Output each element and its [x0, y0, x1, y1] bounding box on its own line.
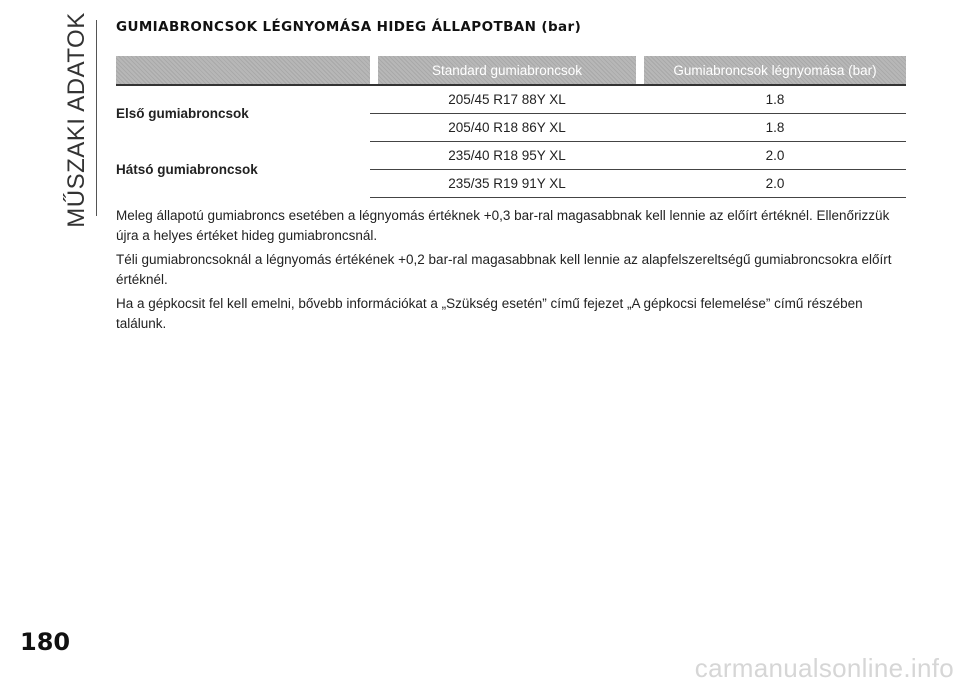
section-side-title-text: MŰSZAKI ADATOK — [63, 12, 90, 228]
row-label-front: Első gumiabroncsok — [116, 106, 249, 122]
table-header-row — [116, 56, 906, 85]
note-paragraph-lifting: Ha a gépkocsit fel kell emelni, bővebb információkat a „Szükség esetén” című fejezet „A gépkocsi felemelése” című részében találunk. — [116, 296, 863, 331]
notes — [116, 206, 906, 334]
pressure-cell: 1.8 — [644, 114, 906, 142]
page-number: 180 — [20, 628, 71, 656]
section-side-title — [60, 12, 94, 228]
watermark: carmanualsonline.info — [694, 653, 954, 683]
pressure-cell: 2.0 — [644, 142, 906, 170]
table-row — [116, 142, 906, 170]
row-label-rear: Hátsó gumiabroncsok — [116, 162, 258, 177]
pressure-cell: 1.8 — [644, 85, 906, 114]
table-header-blank — [116, 56, 370, 85]
page-content — [116, 16, 906, 338]
tire-size-cell: 235/35 R19 91Y XL — [378, 170, 636, 198]
pressure-cell: 2.0 — [644, 170, 906, 198]
table-row — [116, 85, 906, 114]
tire-pressure-table — [116, 56, 906, 198]
note-paragraph-winter-tires: Téli gumiabroncsoknál a légnyomás értékének +0,2 bar-ral magasabbnak kell lennie az alapfelszereltségű gumiabroncsokra előírt értéknél. — [116, 252, 892, 287]
table-header-pressure: Gumiabroncsok légnyomása (bar) — [644, 56, 906, 85]
tire-size-cell: 205/40 R18 86Y XL — [378, 114, 636, 142]
side-divider — [96, 20, 97, 216]
tire-size-cell: 235/40 R18 95Y XL — [378, 142, 636, 170]
page-heading: GUMIABRONCSOK LÉGNYOMÁSA HIDEG ÁLLAPOTBAN (bar) — [116, 19, 582, 35]
note-paragraph-warm-tires: Meleg állapotú gumiabroncs esetében a légnyomás értéknek +0,3 bar-ral magasabbnak kell lennie az előírt értéknél. Ellenőrizzük újra a helyes értéket hideg gumiabroncsnál. — [116, 208, 890, 243]
table-header-standard-tires: Standard gumiabroncsok — [378, 56, 636, 85]
tire-size-cell: 205/45 R17 88Y XL — [378, 85, 636, 114]
